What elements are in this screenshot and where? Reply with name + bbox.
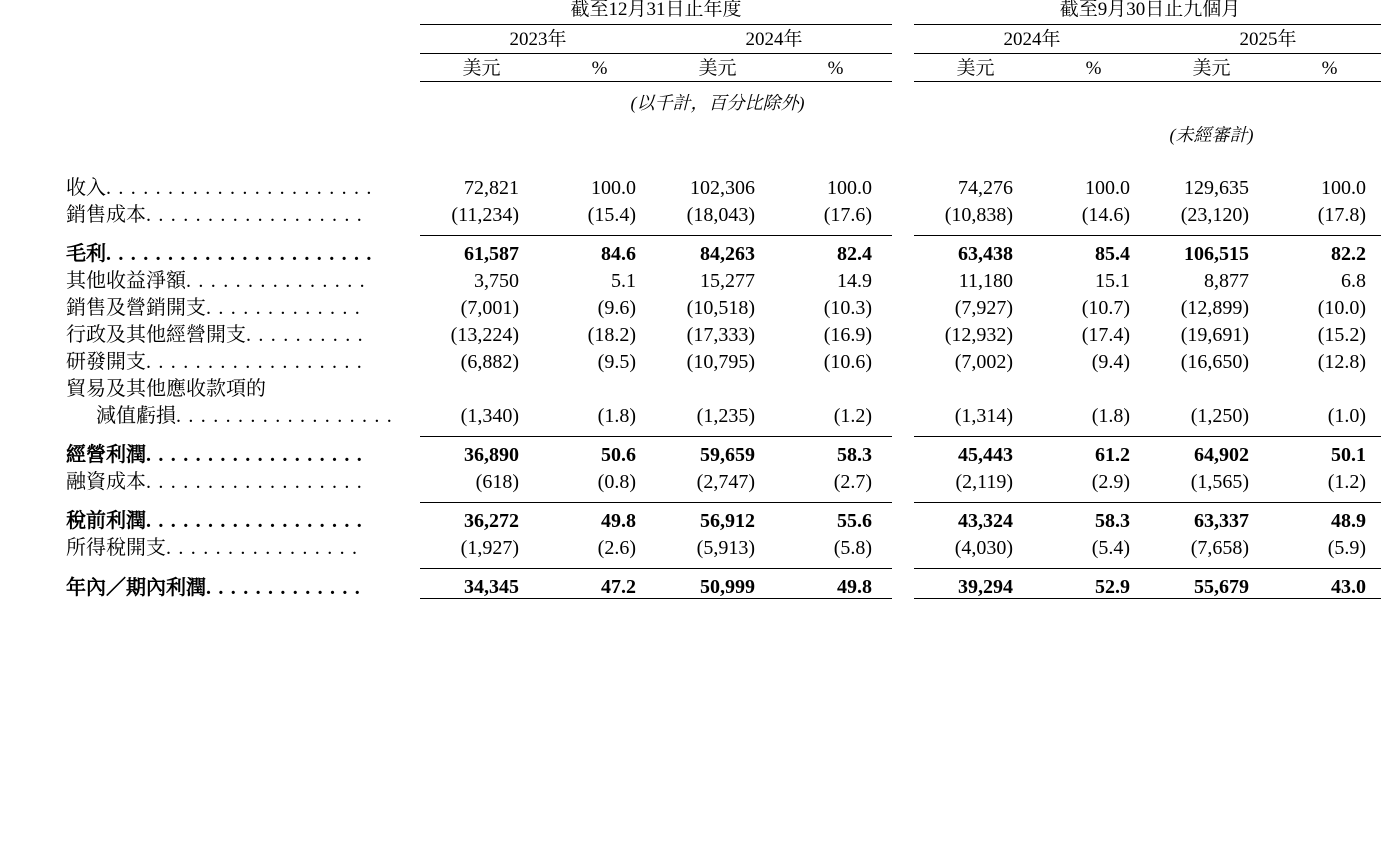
spacer-cell xyxy=(0,427,1381,437)
row-gap xyxy=(892,532,914,559)
row-value: 36,890 xyxy=(420,437,543,467)
row-value: 55.6 xyxy=(779,503,892,533)
header-unit-usd-1: 美元 xyxy=(420,54,543,82)
note-unaudited-pad2 xyxy=(543,112,656,144)
row-label: 行政及其他經營開支. . . . . . . . . . xyxy=(66,324,364,346)
header-year-gap xyxy=(892,25,914,54)
row-value: (9.6) xyxy=(597,297,636,319)
row-value: 100.0 xyxy=(1085,177,1131,199)
row-value: (10.0) xyxy=(1317,297,1367,319)
row-value: (2.9) xyxy=(1091,471,1131,493)
row-value: (7,001) xyxy=(460,297,519,319)
row-value: (17,333) xyxy=(686,324,755,346)
row-value: 43.0 xyxy=(1273,569,1381,599)
row-value: 85.4 xyxy=(1037,236,1150,266)
row-label: 經營利潤. . . . . . . . . . . . . . . . . . xyxy=(66,444,363,466)
table-row xyxy=(0,199,1381,226)
row-value: (14.6) xyxy=(1081,204,1131,226)
note-unaudited-pad3 xyxy=(656,112,779,144)
table-row xyxy=(0,265,1381,292)
row-value: 74,276 xyxy=(958,177,1014,199)
row-gap xyxy=(892,292,914,319)
row-value: (10,795) xyxy=(686,351,755,373)
note-thousands: (以千計，百分比除外) xyxy=(630,93,805,113)
table-row xyxy=(0,346,1381,373)
row-value: 43,324 xyxy=(914,503,1037,533)
row-value: 106,515 xyxy=(1150,236,1273,266)
header-unit-pct-4: % xyxy=(1273,54,1381,82)
note-thousands-row xyxy=(0,82,1381,113)
row-label: 其他收益淨額. . . . . . . . . . . . . . . xyxy=(66,270,366,292)
row-label: 融資成本. . . . . . . . . . . . . . . . . . xyxy=(66,471,363,493)
table-row xyxy=(0,400,1381,427)
row-value: 100.0 xyxy=(591,177,636,199)
row-value: (19,691) xyxy=(1180,324,1250,346)
row-gap xyxy=(892,503,914,533)
row-value: 6.8 xyxy=(1341,270,1367,292)
row-value: (17.8) xyxy=(1317,204,1367,226)
note-unaudited-pad4 xyxy=(779,112,892,144)
row-value: 48.9 xyxy=(1273,503,1381,533)
row-value: 84.6 xyxy=(543,236,656,266)
row-value: (10,838) xyxy=(944,204,1014,226)
table-row xyxy=(0,292,1381,319)
spacer-cell xyxy=(0,559,1381,569)
row-value: 58.3 xyxy=(779,437,892,467)
note-unaudited-pad1 xyxy=(420,112,543,144)
row-value: (5.8) xyxy=(833,537,873,559)
row-value: (618) xyxy=(475,471,519,493)
row-value: (17.4) xyxy=(1081,324,1131,346)
double-rule-seg xyxy=(1150,599,1273,603)
spacer-row xyxy=(0,226,1381,236)
row-value: 50.1 xyxy=(1273,437,1381,467)
header-unit-usd-3: 美元 xyxy=(914,54,1037,82)
row-value: 61,587 xyxy=(420,236,543,266)
double-rule-seg xyxy=(914,599,1037,603)
row-value xyxy=(1150,373,1273,400)
header-year-2024-9m: 2024年 xyxy=(914,25,1150,54)
header-group-fy: 截至12月31日止年度 xyxy=(420,0,892,25)
header-unit-usd-4: 美元 xyxy=(1150,54,1273,82)
row-value: (1.8) xyxy=(1091,405,1131,427)
row-value: (4,030) xyxy=(954,537,1014,559)
row-value xyxy=(914,373,1037,400)
row-value: 3,750 xyxy=(474,270,519,292)
spacer-cell xyxy=(0,144,1381,158)
row-label: 銷售及營銷開支. . . . . . . . . . . . . xyxy=(66,297,361,319)
header-corner xyxy=(0,0,420,25)
row-value: 14.9 xyxy=(837,270,873,292)
header-year-row xyxy=(0,25,1381,54)
row-value: 36,272 xyxy=(420,503,543,533)
row-value: (23,120) xyxy=(1180,204,1250,226)
row-value: (12.8) xyxy=(1317,351,1367,373)
row-value: (10.6) xyxy=(823,351,873,373)
row-value: 84,263 xyxy=(656,236,779,266)
note-unaudited-gap xyxy=(892,112,914,144)
row-value: (1,314) xyxy=(954,405,1014,427)
double-rule-seg xyxy=(656,599,779,603)
row-value: (16.9) xyxy=(823,324,873,346)
row-value: 82.4 xyxy=(779,236,892,266)
row-value: 100.0 xyxy=(1321,177,1367,199)
row-value: 49.8 xyxy=(543,503,656,533)
row-value: (10.3) xyxy=(823,297,873,319)
header-unit-row xyxy=(0,54,1381,82)
double-rule-seg xyxy=(420,599,543,603)
row-value: (12,899) xyxy=(1180,297,1250,319)
row-value: 58.3 xyxy=(1037,503,1150,533)
row-value xyxy=(656,373,779,400)
row-value: (6,882) xyxy=(460,351,519,373)
double-rule-row xyxy=(0,599,1381,603)
row-label: 研發開支. . . . . . . . . . . . . . . . . . xyxy=(66,351,363,373)
row-value: (16,650) xyxy=(1180,351,1250,373)
row-gap xyxy=(892,373,914,400)
row-value xyxy=(1037,373,1150,400)
row-value: 102,306 xyxy=(690,177,755,199)
row-gap xyxy=(892,437,914,467)
row-value: 47.2 xyxy=(543,569,656,599)
row-value: (17.6) xyxy=(823,204,873,226)
row-value: (1.0) xyxy=(1327,405,1367,427)
row-value: (18.2) xyxy=(587,324,636,346)
row-gap xyxy=(892,265,914,292)
row-value: 11,180 xyxy=(958,270,1014,292)
row-value: 82.2 xyxy=(1273,236,1381,266)
row-value: (15.4) xyxy=(587,204,636,226)
row-label: 毛利. . . . . . . . . . . . . . . . . . . . . . xyxy=(66,243,373,265)
row-value: (1,250) xyxy=(1190,405,1250,427)
row-value: (2,747) xyxy=(696,471,755,493)
table-row xyxy=(0,532,1381,559)
header-group-9m: 截至9月30日止九個月 xyxy=(914,0,1381,25)
row-value: (1.2) xyxy=(1327,471,1367,493)
header-gap xyxy=(892,0,914,25)
row-gap xyxy=(892,199,914,226)
header-year-2024-fy: 2024年 xyxy=(656,25,892,54)
double-rule-seg xyxy=(1037,599,1150,603)
row-value: 34,345 xyxy=(420,569,543,599)
note-unaudited-corner xyxy=(0,112,420,144)
row-value: (7,658) xyxy=(1190,537,1250,559)
row-value: 63,337 xyxy=(1150,503,1273,533)
row-gap xyxy=(892,319,914,346)
row-value: (15.2) xyxy=(1317,324,1367,346)
table-row xyxy=(0,503,1381,533)
note-pad2 xyxy=(914,82,1037,113)
row-value: (1,927) xyxy=(460,537,519,559)
note-pad3 xyxy=(1037,82,1150,113)
row-value: (9.4) xyxy=(1091,351,1131,373)
table-row xyxy=(0,373,1381,400)
row-value: (2,119) xyxy=(955,471,1014,493)
row-value xyxy=(543,373,656,400)
row-value: (1,235) xyxy=(696,405,755,427)
header-year-2023: 2023年 xyxy=(420,25,656,54)
row-value: (12,932) xyxy=(944,324,1014,346)
note-unaudited-pad5 xyxy=(914,112,1037,144)
spacer-row xyxy=(0,493,1381,503)
header-unit-gap xyxy=(892,54,914,82)
row-value: 59,659 xyxy=(656,437,779,467)
row-value: (10,518) xyxy=(686,297,755,319)
note-pad5 xyxy=(1273,82,1381,113)
row-gap xyxy=(892,400,914,427)
row-label: 所得稅開支. . . . . . . . . . . . . . . . xyxy=(66,537,359,559)
spacer-cell xyxy=(0,226,1381,236)
row-value: (2.6) xyxy=(597,537,636,559)
double-rule-corner xyxy=(0,599,420,603)
header-group-row xyxy=(0,0,1381,25)
row-value: 15.1 xyxy=(1095,270,1131,292)
row-label: 減值虧損. . . . . . . . . . . . . . . . . . xyxy=(96,405,393,427)
row-value: (10.7) xyxy=(1081,297,1131,319)
row-value: 8,877 xyxy=(1204,270,1250,292)
row-value xyxy=(420,373,543,400)
note-pad4 xyxy=(1150,82,1273,113)
spacer-row xyxy=(0,559,1381,569)
row-value: (2.7) xyxy=(833,471,873,493)
table-row xyxy=(0,319,1381,346)
spacer-after-header xyxy=(0,144,1381,158)
row-gap xyxy=(892,346,914,373)
row-gap xyxy=(892,569,914,599)
row-value: 72,821 xyxy=(464,177,519,199)
row-gap xyxy=(892,172,914,199)
row-value: (0.8) xyxy=(597,471,636,493)
row-value xyxy=(1273,373,1381,400)
row-value: (18,043) xyxy=(686,204,755,226)
double-rule-gap xyxy=(892,599,914,603)
row-label: 年內／期內利潤. . . . . . . . . . . . . xyxy=(66,576,361,599)
header-unit-pct-3: % xyxy=(1037,54,1150,82)
spacer-after-header-2 xyxy=(0,158,1381,172)
row-label: 貿易及其他應收款項的 xyxy=(66,378,266,400)
spacer-row xyxy=(0,427,1381,437)
header-unit-pct-2: % xyxy=(779,54,892,82)
row-value: 52.9 xyxy=(1037,569,1150,599)
note-unaudited: (未經審計) xyxy=(1169,125,1254,145)
header-unit-pct-1: % xyxy=(543,54,656,82)
row-value: 56,912 xyxy=(656,503,779,533)
row-value: 100.0 xyxy=(827,177,873,199)
row-value: 45,443 xyxy=(914,437,1037,467)
note-thousands-corner xyxy=(0,82,420,113)
row-value: 63,438 xyxy=(914,236,1037,266)
row-label: 稅前利潤. . . . . . . . . . . . . . . . . . xyxy=(66,510,363,532)
row-value: 50.6 xyxy=(543,437,656,467)
row-gap xyxy=(892,466,914,493)
row-value: 15,277 xyxy=(700,270,755,292)
row-value: (1.2) xyxy=(833,405,873,427)
row-value xyxy=(779,373,892,400)
row-value: (7,002) xyxy=(954,351,1014,373)
table-row xyxy=(0,437,1381,467)
row-value: 49.8 xyxy=(779,569,892,599)
note-thousands-pad xyxy=(420,82,543,113)
row-value: (5.4) xyxy=(1091,537,1131,559)
row-value: (11,234) xyxy=(451,204,519,226)
row-value: (13,224) xyxy=(450,324,519,346)
header-year-corner xyxy=(0,25,420,54)
row-value: (1,340) xyxy=(460,405,519,427)
header-unit-usd-2: 美元 xyxy=(656,54,779,82)
spacer-cell-2 xyxy=(0,158,1381,172)
table-row xyxy=(0,466,1381,493)
row-gap xyxy=(892,236,914,266)
double-rule-seg xyxy=(543,599,656,603)
double-rule-seg xyxy=(1273,599,1381,603)
note-unaudited-row xyxy=(0,112,1381,144)
row-value: 64,902 xyxy=(1150,437,1273,467)
double-rule-seg xyxy=(779,599,892,603)
row-value: 61.2 xyxy=(1037,437,1150,467)
row-value: (7,927) xyxy=(954,297,1014,319)
row-value: (1,565) xyxy=(1190,471,1250,493)
row-value: (5.9) xyxy=(1327,537,1367,559)
row-value: 129,635 xyxy=(1184,177,1250,199)
row-value: 39,294 xyxy=(914,569,1037,599)
header-unit-corner xyxy=(0,54,420,82)
row-value: (9.5) xyxy=(597,351,636,373)
table-row xyxy=(0,172,1381,199)
row-value: (5,913) xyxy=(696,537,755,559)
header-year-2025-9m: 2025年 xyxy=(1150,25,1381,54)
row-value: (1.8) xyxy=(597,405,636,427)
row-value: 50,999 xyxy=(656,569,779,599)
table-row xyxy=(0,236,1381,266)
table-row xyxy=(0,569,1381,599)
row-value: 5.1 xyxy=(611,270,636,292)
row-label: 銷售成本. . . . . . . . . . . . . . . . . . xyxy=(66,204,363,226)
row-label: 收入. . . . . . . . . . . . . . . . . . . . . . xyxy=(66,177,373,199)
spacer-cell xyxy=(0,493,1381,503)
row-value: 55,679 xyxy=(1150,569,1273,599)
note-gap xyxy=(892,82,914,113)
